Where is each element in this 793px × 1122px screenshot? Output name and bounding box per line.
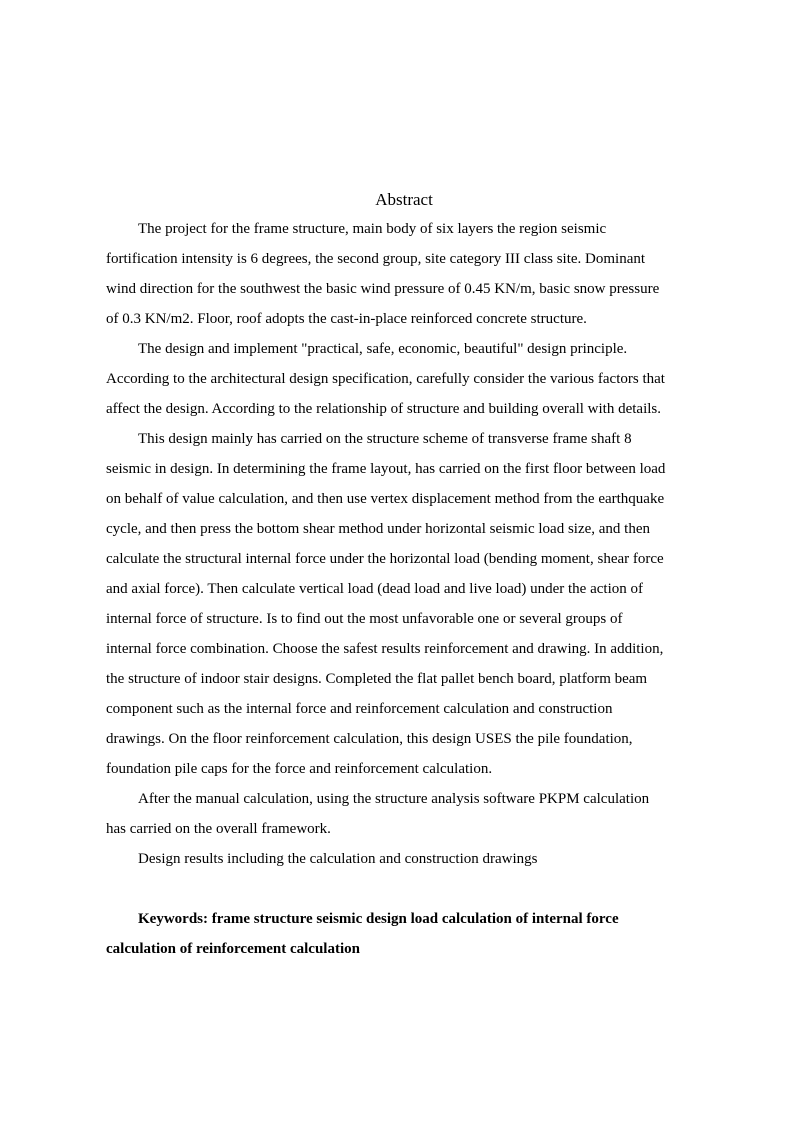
page-title: Abstract bbox=[375, 190, 433, 209]
paragraph-line: cycle, and then press the bottom shear method under horizontal seismic load size, and then bbox=[106, 521, 651, 537]
keywords-line: Keywords: frame structure seismic design load calculation of internal force bbox=[138, 911, 619, 927]
paragraph-line: The design and implement "practical, safe, economic, beautiful" design principle. bbox=[138, 341, 628, 357]
document-page bbox=[106, 188, 702, 964]
paragraph-line: The project for the frame structure, main body of six layers the region seismic bbox=[138, 221, 607, 237]
paragraph-line: Design results including the calculation and construction drawings bbox=[138, 851, 538, 867]
paragraph-line: has carried on the overall framework. bbox=[106, 821, 331, 837]
paragraph-line: affect the design. According to the relationship of structure and building overall with details. bbox=[106, 401, 661, 417]
paragraph-line: of 0.3 KN/m2. Floor, roof adopts the cast-in-place reinforced concrete structure. bbox=[106, 311, 587, 327]
paragraph-line: internal force of structure. Is to find out the most unfavorable one or several groups of bbox=[106, 611, 623, 627]
paragraph-line: This design mainly has carried on the structure scheme of transverse frame shaft 8 bbox=[138, 431, 632, 447]
paragraph-line: fortification intensity is 6 degrees, the second group, site category III class site. Dominant bbox=[106, 251, 646, 267]
abstract-paragraph-1 bbox=[106, 214, 702, 334]
keywords-line: calculation of reinforcement calculation bbox=[106, 941, 360, 957]
paragraph-line: and axial force). Then calculate vertical load (dead load and live load) under the action of bbox=[106, 581, 643, 597]
keywords-block bbox=[106, 904, 702, 964]
paragraph-line: the structure of indoor stair designs. Completed the flat pallet bench board, platform beam bbox=[106, 671, 648, 687]
paragraph-line: drawings. On the floor reinforcement calculation, this design USES the pile foundation, bbox=[106, 731, 633, 747]
paragraph-line: According to the architectural design specification, carefully consider the various factors that bbox=[106, 371, 665, 387]
paragraph-line: seismic in design. In determining the frame layout, has carried on the first floor between load bbox=[106, 461, 666, 477]
abstract-paragraph-2 bbox=[106, 334, 702, 424]
abstract-paragraph-5 bbox=[106, 844, 702, 874]
paragraph-line: wind direction for the southwest the basic wind pressure of 0.45 KN/m, basic snow pressure bbox=[106, 281, 660, 297]
paragraph-line: calculate the structural internal force under the horizontal load (bending moment, shear force bbox=[106, 551, 664, 567]
paragraph-line: internal force combination. Choose the safest results reinforcement and drawing. In addition, bbox=[106, 641, 664, 657]
paragraph-line: on behalf of value calculation, and then use vertex displacement method from the earthquake bbox=[106, 491, 665, 507]
paragraph-line: foundation pile caps for the force and reinforcement calculation. bbox=[106, 761, 493, 777]
abstract-paragraph-3 bbox=[106, 424, 702, 784]
abstract-paragraph-4 bbox=[106, 784, 702, 844]
paragraph-line: component such as the internal force and reinforcement calculation and construction bbox=[106, 701, 613, 717]
paragraph-line: After the manual calculation, using the structure analysis software PKPM calculation bbox=[138, 791, 650, 807]
